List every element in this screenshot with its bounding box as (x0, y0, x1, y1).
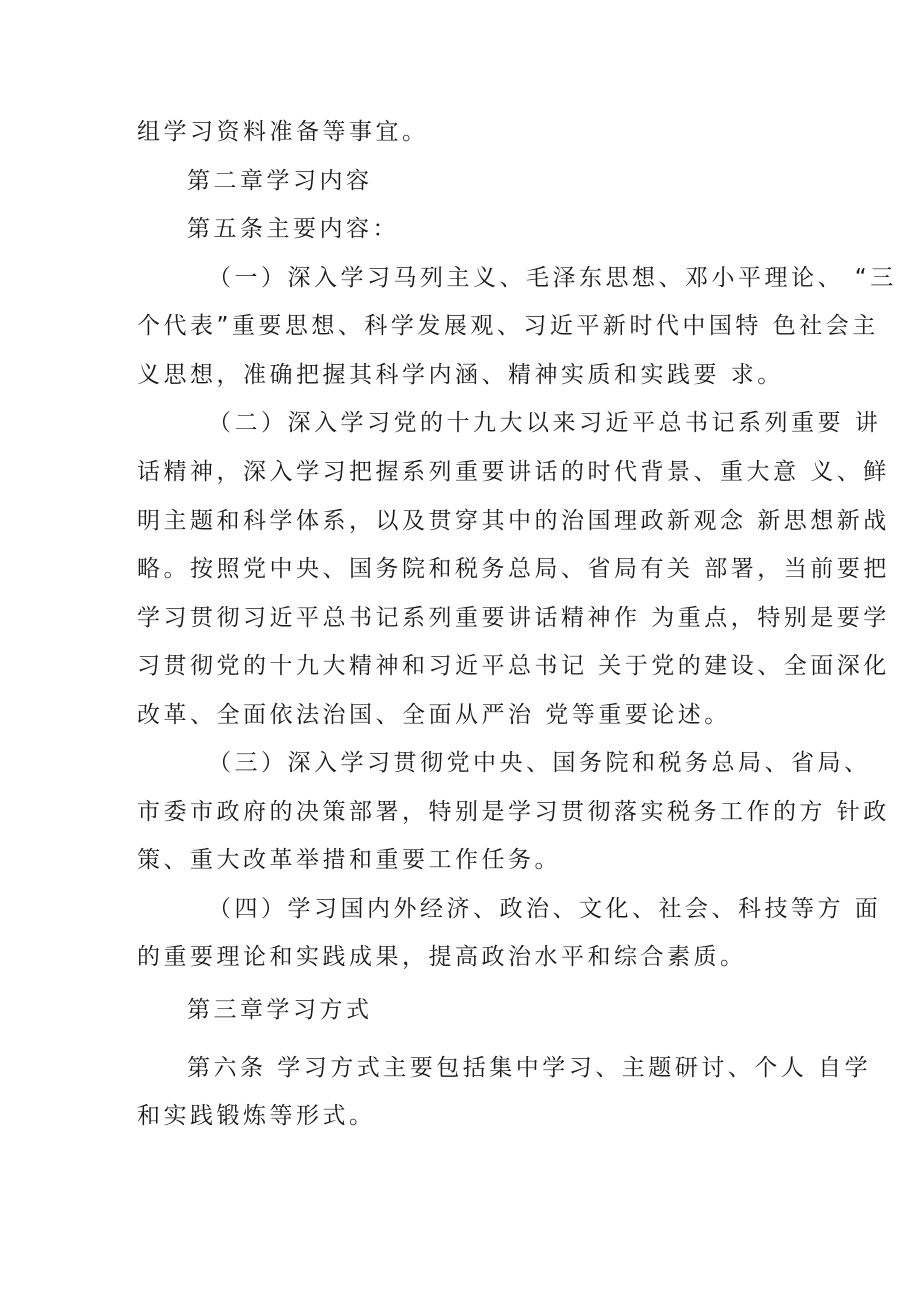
paragraph-line: 和实践锻炼等形式。 (137, 1103, 376, 1129)
paragraph-line: 组学习资料准备等事宜。 (137, 119, 429, 145)
paragraph-line: 策、重大改革举措和重要工作任务。 (137, 847, 561, 873)
paragraph-line: （四）学习国内外经济、政治、文化、社会、科技等方 面 (208, 896, 882, 922)
chapter-heading: 第二章学习内容 (187, 168, 373, 194)
paragraph-line: 习贯彻党的十九大精神和习近平总书记 关于党的建设、全面深化 (137, 653, 890, 679)
paragraph-line: （二）深入学习党的十九大以来习近平总书记系列重要 讲 (208, 410, 882, 436)
paragraph-line: 市委市政府的决策部署，特别是学习贯彻落实税务工作的方 针政 (137, 799, 890, 825)
paragraph-line: （一）深入学习马列主义、毛泽东思想、邓小平理论、 “三 (208, 265, 897, 291)
paragraph-line: 学习贯彻习近平总书记系列重要讲话精神作 为重点，特别是要学 (137, 605, 890, 631)
article-line: 第六条 学习方式主要包括集中学习、主题研讨、个人 自学 (187, 1055, 872, 1081)
paragraph-line: 明主题和科学体系，以及贯穿其中的治国理政新观念 新思想新战 (137, 508, 890, 534)
paragraph-line: 的重要理论和实践成果，提高政治水平和综合素质。 (137, 944, 747, 970)
chapter-heading: 第三章学习方式 (187, 997, 373, 1023)
paragraph-line: 改革、全面依法治国、全面从严治 党等重要论述。 (137, 702, 731, 728)
article-heading: 第五条主要内容： (187, 216, 399, 242)
paragraph-line: 略。按照党中央、国务院和税务总局、省局有关 部署，当前要把 (137, 556, 890, 582)
paragraph-line: 义思想，准确把握其科学内涵、精神实质和实践要 求。 (137, 362, 784, 388)
paragraph-line: 话精神，深入学习把握系列重要讲话的时代背景、重大意 义、鲜 (137, 459, 890, 485)
paragraph-line: （三）深入学习贯彻党中央、国务院和税务总局、省局、 (208, 750, 871, 776)
paragraph-line: 个代表”重要思想、科学发展观、习近平新时代中国特 色社会主 (137, 313, 879, 339)
